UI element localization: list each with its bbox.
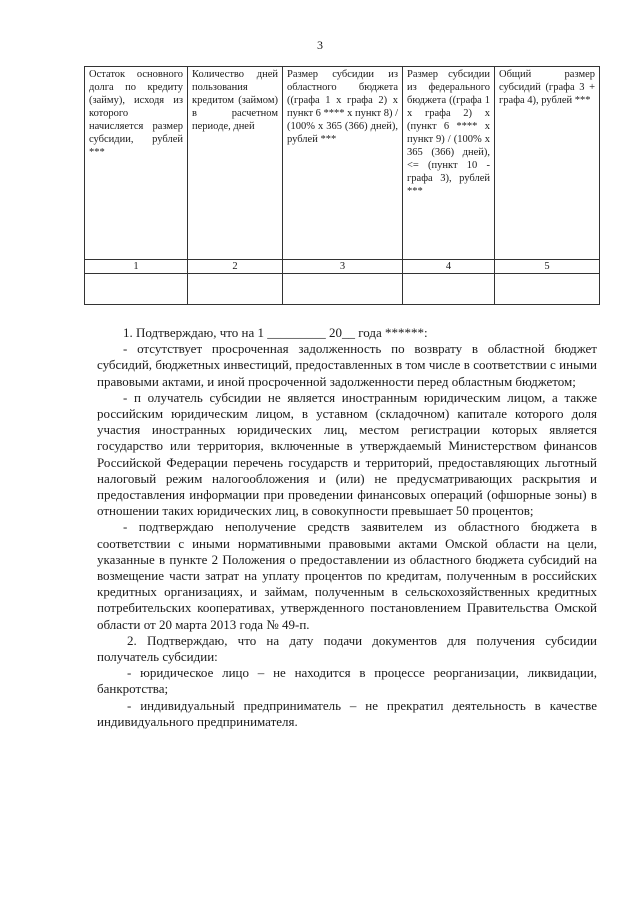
legal-entity-paragraph: - юридическое лицо – не находится в процессе реорганизации, ликвидации, банкротства;: [97, 665, 597, 697]
page-number: 3: [317, 38, 323, 52]
column-number: 4: [403, 260, 495, 274]
entrepreneur-paragraph: - индивидуальный предприниматель – не прекратил деятельность в качестве индивидуального предпринимателя.: [97, 697, 597, 729]
header-total-subsidy: Общий размер субсидий (графа 3 + графа 4), рублей ***: [495, 67, 600, 260]
header-regional-subsidy: Размер субсидии из областного бюджета ((графа 1 х графа 2) х пункт 6 **** х пункт 8) / (100% х 365 (366) дней), рублей ***: [283, 67, 403, 260]
no-other-funds-paragraph: - подтверждаю неполучение средств заявителем из областного бюджета в соответствии с иными нормативными правовыми актами Омской области на цели, указанные в пункте 2 Положения о предоставлении из областного бюджета субсидий на возмещение части затрат на уплату процентов по кредитам, полученным в российских кредитных организациях, и займам, полученным в сельскохозяйственных кредитных потребительских кооперативах, утвержденного постановлением Правительства Омской области от 20 марта 2013 года № 49-п.: [97, 519, 597, 632]
empty-cell: [188, 274, 283, 305]
confirmation-paragraph: 1. Подтверждаю, что на 1 _________ 20__ года ******:: [123, 325, 428, 340]
document-body: [97, 325, 597, 730]
header-loan-balance: Остаток основного долга по кредиту (займу), исходя из которого начисляется размер субсидии, рублей ***: [85, 67, 188, 260]
column-number: 3: [283, 260, 403, 274]
column-number: 5: [495, 260, 600, 274]
subsidy-calculation-table: [84, 66, 600, 305]
empty-data-row: [85, 274, 600, 305]
header-days-of-use: Количество дней пользования кредитом (займом) в расчетном периоде, дней: [188, 67, 283, 260]
header-federal-subsidy: Размер субсидии из федерального бюджета ((графа 1 х графа 2) х (пункт 6 **** х пункт 9) / (100% х 365 (366) дней), <= (пункт 10 - графа 3), рублей ***: [403, 67, 495, 260]
empty-cell: [495, 274, 600, 305]
column-number: 2: [188, 260, 283, 274]
no-overdue-debt-paragraph: - отсутствует просроченная задолженность по возврату в областной бюджет субсидий, бюджетных инвестиций, предоставленных в том числе в соответствии с иными правовыми актами, и иной просроченной задолженности перед областным бюджетом;: [97, 341, 597, 389]
empty-cell: [403, 274, 495, 305]
table-header-row: [85, 67, 600, 260]
not-foreign-entity-paragraph: - п олучатель субсидии не является иностранным юридическим лицом, а также российским юридическим лицом, в уставном (складочном) капитале которого доля участия иностранных юридических лиц, местом регистрации которых является государство или территория, включенные в утверждаемый Министерством финансов Российской Федерации перечень государств и территорий, предоставляющих льготный налоговый режим налогообложения и (или) не предусматривающих раскрытия и предоставления информации при проведении финансовых операций (офшорные зоны) в отношении таких юридических лиц, в совокупности превышает 50 процентов;: [97, 389, 597, 519]
column-number-row: [85, 260, 600, 274]
empty-cell: [283, 274, 403, 305]
second-confirmation-paragraph: 2. Подтверждаю, что на дату подачи документов для получения субсидии получатель субсидии:: [97, 632, 597, 665]
column-number: 1: [85, 260, 188, 274]
empty-cell: [85, 274, 188, 305]
